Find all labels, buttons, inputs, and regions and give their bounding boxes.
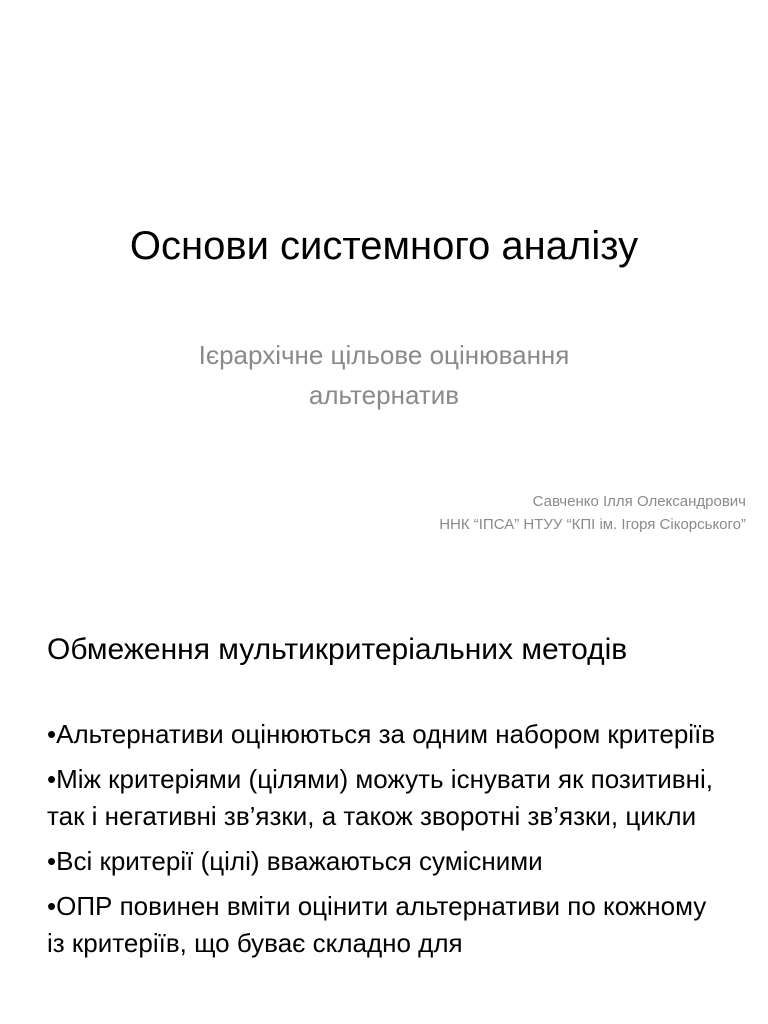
bullet-item: [47, 761, 728, 835]
bullet-marker: •: [47, 764, 57, 794]
bullet-marker: •: [47, 719, 57, 749]
author-block: [439, 490, 746, 536]
slide-subtitle: [60, 335, 708, 415]
bullet-item: [47, 716, 728, 753]
content-slide: [0, 576, 768, 1024]
subtitle-line-2: альтернатив: [308, 380, 460, 410]
subtitle-line-1: Ієрархічне цільове оцінювання: [198, 340, 570, 370]
bullet-text: ОПР повинен вміти оцінити альтернативи по кожному із критеріїв, що буває складно для: [47, 891, 707, 958]
bullet-marker: •: [47, 891, 57, 921]
bullet-item: [47, 888, 728, 962]
slide-title: Основи системного аналізу: [129, 224, 639, 268]
author-affiliation: ННК “ІПСА” НТУУ “КПІ ім. Ігоря Сікорського”: [439, 516, 746, 533]
bullet-marker: •: [47, 846, 57, 876]
author-name: Савченко Ілля Олександрович: [532, 493, 746, 510]
bullet-text: Всі критерії (цілі) вважаються сумісними: [56, 846, 543, 876]
bullet-list: [47, 716, 728, 970]
content-heading: Обмеження мультикритеріальних методів: [47, 633, 628, 666]
bullet-item: [47, 843, 728, 880]
bullet-text: Альтернативи оцінюються за одним набором критеріїв: [56, 719, 716, 749]
bullet-text: Між критеріями (цілями) можуть існувати як позитивні, так і негативні зв’язки, а також зворотні зв’язки, цикли: [47, 764, 713, 831]
